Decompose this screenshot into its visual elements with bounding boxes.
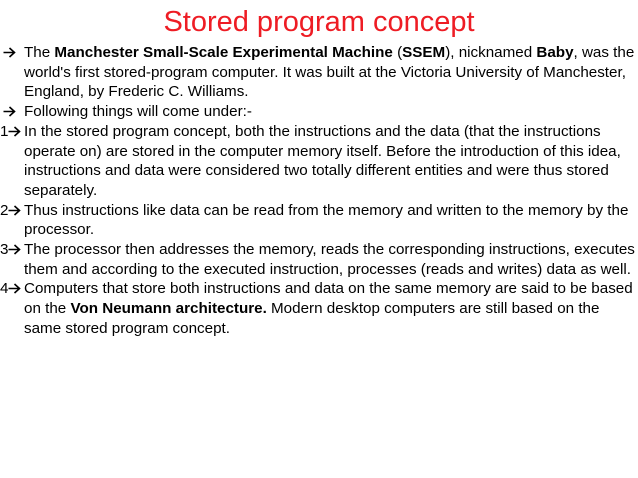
right-arrow-icon xyxy=(8,240,22,260)
item-text: The processor then addresses the memory, reads the corresponding instructions, executes them and according to the executed instruction, processes (reads and writes) data as well. xyxy=(24,241,635,278)
bullet-marker xyxy=(0,201,22,221)
right-arrow-icon xyxy=(8,279,22,299)
item-number: 3 xyxy=(0,241,9,259)
numbered-item xyxy=(0,240,635,279)
numbered-item xyxy=(0,201,635,240)
item-text: Following things will come under:- xyxy=(24,103,252,121)
item-number: 1 xyxy=(0,122,9,140)
right-arrow-icon xyxy=(8,201,22,221)
item-text: The xyxy=(24,44,55,61)
right-arrow-icon xyxy=(8,122,22,142)
bullet-marker xyxy=(3,102,17,122)
bullet-marker xyxy=(0,279,22,299)
bullet-marker xyxy=(3,43,17,63)
slide-title: Stored program concept xyxy=(163,6,475,38)
bullet-marker xyxy=(0,240,22,260)
item-text: ( xyxy=(392,44,403,61)
bullet-marker xyxy=(0,122,22,142)
bold-text: Baby xyxy=(536,44,574,61)
bullet-list xyxy=(0,43,635,339)
item-text: ), nicknamed xyxy=(445,44,537,61)
right-arrow-icon xyxy=(3,102,17,122)
numbered-item xyxy=(0,122,635,201)
item-text: Computers that store both instructions and data on the same memory are said to be based on the xyxy=(24,280,633,318)
item-text: Modern desktop computers are still based on the same stored program concept. xyxy=(24,300,600,337)
bullet-item xyxy=(3,43,635,102)
bold-text: Von Neumann architecture. xyxy=(70,300,267,318)
right-arrow-icon xyxy=(3,43,17,63)
item-text: In the stored program concept, both the instructions and the data (that the instructions operate on) are stored in the computer memory itself. Before the introduction of this idea, instructions and data were considered two totally different entities and were thus stored separately. xyxy=(24,122,621,199)
item-number: 2 xyxy=(0,201,9,219)
item-text: Thus instructions like data can be read from the memory and written to the memory by the processor. xyxy=(24,201,629,239)
item-number: 4 xyxy=(0,280,9,298)
numbered-item xyxy=(0,279,635,338)
bold-text: SSEM xyxy=(402,44,446,61)
item-text: , was the world's first stored-program computer. It was built at the Victoria University of Manchester, England, by Frederic C. Williams. xyxy=(24,44,635,101)
bullet-item xyxy=(3,102,635,122)
bold-text: Manchester Small-Scale Experimental Machine xyxy=(54,44,393,61)
